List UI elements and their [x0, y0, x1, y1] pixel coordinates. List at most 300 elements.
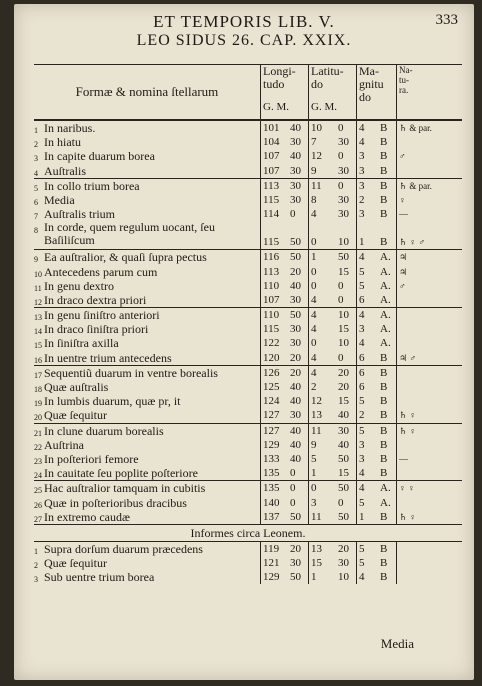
longitude-degrees: 115: [260, 221, 288, 249]
latitude-degrees: 12: [308, 394, 336, 408]
magnitude: 2: [356, 408, 378, 422]
star-number: 12: [34, 297, 42, 307]
latitude-minutes: 20: [338, 542, 349, 555]
latitude-degrees: 0: [308, 221, 336, 249]
longitude-minutes: 40: [290, 424, 301, 437]
nature: [396, 438, 416, 452]
longitude-minutes: 30: [290, 164, 301, 177]
magnitude: 4: [356, 308, 378, 322]
latitude-direction: B: [380, 193, 388, 206]
longitude-minutes: 30: [290, 557, 301, 570]
star-number: 20: [34, 413, 42, 423]
nature: [396, 293, 416, 307]
longitude-degrees: 114: [260, 207, 288, 221]
latitude-minutes: 30: [338, 136, 349, 149]
latitude-direction: B: [380, 164, 388, 177]
nature: ♄ ♀ ♂: [396, 221, 416, 249]
star-name: Antecedens parum cum: [44, 264, 158, 279]
longitude-degrees: 110: [260, 279, 288, 293]
star-name: In poſteriori femore: [44, 451, 139, 466]
longitude-minutes: 30: [290, 136, 301, 149]
latitude-degrees: 11: [308, 424, 336, 438]
latitude-degrees: 4: [308, 308, 336, 322]
latitude-degrees: 13: [308, 408, 336, 422]
star-rows: [34, 120, 462, 524]
table-row: [34, 178, 462, 193]
table-row: [34, 265, 462, 279]
star-number: 11: [34, 283, 42, 293]
magnitude: 3: [356, 438, 378, 452]
longitude-minutes: 50: [290, 251, 301, 264]
latitude-direction: A.: [380, 323, 391, 336]
star-name: Media: [44, 192, 75, 207]
star-number: 3: [34, 154, 38, 164]
star-name: Quæ in poſterioribus dracibus: [44, 495, 187, 510]
header-longitude: [260, 65, 308, 119]
running-title: ET TEMPORIS LIB. V.: [153, 12, 335, 31]
latitude-minutes: 50: [338, 510, 349, 523]
latitude-direction: B: [380, 351, 388, 364]
latitude-degrees: 12: [308, 149, 336, 163]
latitude-direction: B: [380, 452, 388, 465]
star-name: In draco dextra priori: [44, 292, 147, 307]
latitude-degrees: 4: [308, 207, 336, 221]
latitude-minutes: 10: [338, 571, 349, 584]
longitude-degrees: 135: [260, 481, 288, 495]
latitude-minutes: 30: [338, 208, 349, 221]
latitude-degrees: 0: [308, 481, 336, 495]
latitude-direction: B: [380, 557, 388, 570]
star-name: Sub uentre trium borea: [44, 570, 155, 585]
magnitude: 6: [356, 293, 378, 307]
magnitude: 4: [356, 570, 378, 584]
latitude-direction: B: [380, 179, 388, 192]
table-row: [34, 423, 462, 438]
latitude-direction: A.: [380, 309, 391, 322]
latitude-direction: B: [380, 208, 388, 221]
latitude-direction: B: [380, 438, 388, 451]
longitude-minutes: 30: [290, 193, 301, 206]
longitude-degrees: 101: [260, 121, 288, 135]
table-row: [34, 510, 462, 524]
table-row: [34, 135, 462, 149]
latitude-direction: B: [380, 122, 388, 134]
magnitude: 3: [356, 207, 378, 221]
latitude-direction: B: [380, 542, 388, 555]
latitude-minutes: 10: [338, 236, 349, 249]
latitude-minutes: 30: [338, 557, 349, 570]
latitude-minutes: 30: [338, 164, 349, 177]
star-name: In naribus.: [44, 121, 96, 135]
star-name: In corde, quem regulum uocant, ſeu Baſiliſcum: [44, 221, 215, 248]
nature: [396, 336, 416, 350]
star-number: 10: [34, 269, 42, 279]
header-longitude-label: Longi- tudo: [263, 64, 296, 91]
star-name: In clune duarum borealis: [44, 423, 164, 438]
latitude-degrees: 7: [308, 135, 336, 149]
star-name: Quæ auſtralis: [44, 380, 109, 394]
header-name: Formæ & nomina ſtellarum: [75, 84, 219, 99]
latitude-degrees: 4: [308, 351, 336, 365]
longitude-degrees: 113: [260, 179, 288, 193]
table-row: [34, 351, 462, 365]
longitude-degrees: 140: [260, 496, 288, 510]
latitude-minutes: 15: [338, 467, 349, 480]
star-number: 1: [34, 126, 38, 135]
star-number: 2: [34, 140, 38, 150]
latitude-direction: B: [380, 236, 388, 249]
star-number: 17: [34, 370, 42, 380]
star-number: 22: [34, 442, 42, 452]
star-number: 18: [34, 385, 42, 394]
longitude-minutes: 30: [290, 337, 301, 350]
star-name: Hac auſtralior tamquam in cubitis: [44, 481, 206, 496]
star-number: 9: [34, 255, 38, 265]
magnitude: 4: [356, 336, 378, 350]
star-number: 3: [34, 575, 38, 585]
magnitude: 4: [356, 481, 378, 495]
star-name: Supra dorſum duarum præcedens: [44, 541, 203, 556]
latitude-degrees: 9: [308, 164, 336, 178]
nature: [396, 394, 416, 408]
book-page: [14, 4, 474, 680]
latitude-degrees: 0: [308, 279, 336, 293]
star-number: 13: [34, 313, 42, 323]
longitude-degrees: 115: [260, 322, 288, 336]
magnitude: 6: [356, 351, 378, 365]
latitude-direction: B: [380, 424, 388, 437]
latitude-direction: B: [380, 136, 388, 149]
table-row: [34, 120, 462, 135]
star-number: 2: [34, 561, 38, 571]
latitude-minutes: 10: [338, 309, 349, 322]
star-name: In capite duarum borea: [44, 149, 155, 164]
latitude-direction: A.: [380, 482, 391, 495]
magnitude: 3: [356, 164, 378, 178]
star-number: 7: [34, 212, 38, 222]
star-number: 1: [34, 546, 38, 556]
longitude-degrees: 126: [260, 366, 288, 380]
nature: [396, 466, 416, 480]
table-row: [34, 193, 462, 207]
star-number: 27: [34, 514, 42, 524]
latitude-degrees: 4: [308, 366, 336, 380]
table-header: [34, 64, 462, 120]
longitude-degrees: 107: [260, 149, 288, 163]
latitude-direction: B: [380, 467, 388, 480]
longitude-minutes: 30: [290, 323, 301, 336]
nature: [396, 308, 416, 322]
star-number: 15: [34, 341, 42, 351]
latitude-direction: A.: [380, 251, 391, 264]
table-row: [34, 307, 462, 322]
longitude-minutes: 40: [290, 279, 301, 292]
table-row: [34, 466, 462, 480]
latitude-direction: B: [380, 366, 388, 379]
catchword: Media: [380, 636, 414, 651]
latitude-degrees: 4: [308, 322, 336, 336]
table-row: [34, 408, 462, 422]
magnitude: 5: [356, 496, 378, 510]
nature: [396, 556, 416, 570]
longitude-degrees: 116: [260, 250, 288, 264]
table-row: [34, 438, 462, 452]
latitude-degrees: 4: [308, 293, 336, 307]
chapter-heading: LEO SIDUS 26. CAP. XXIX.: [136, 32, 352, 49]
magnitude: 5: [356, 556, 378, 570]
star-name: In extremo caudæ: [44, 509, 130, 524]
magnitude: 1: [356, 510, 378, 524]
latitude-degrees: 13: [308, 542, 336, 556]
longitude-degrees: 120: [260, 351, 288, 365]
longitude-minutes: 30: [290, 293, 301, 306]
latitude-minutes: 0: [338, 351, 344, 364]
star-number: 5: [34, 183, 38, 193]
table-row: [34, 149, 462, 163]
longitude-minutes: 30: [290, 179, 301, 192]
magnitude: 4: [356, 135, 378, 149]
latitude-degrees: 9: [308, 438, 336, 452]
latitude-minutes: 0: [338, 179, 344, 192]
magnitude: 4: [356, 466, 378, 480]
latitude-degrees: 0: [308, 336, 336, 350]
table-row: [34, 279, 462, 293]
latitude-minutes: 40: [338, 438, 349, 451]
latitude-direction: B: [380, 510, 388, 523]
latitude-minutes: 50: [338, 482, 349, 495]
latitude-minutes: 0: [338, 496, 344, 509]
magnitude: 5: [356, 279, 378, 293]
latitude-direction: A.: [380, 496, 391, 509]
latitude-degrees: 0: [308, 265, 336, 279]
latitude-direction: A.: [380, 293, 391, 306]
longitude-degrees: 107: [260, 164, 288, 178]
nature: [396, 164, 416, 178]
table-row: [34, 570, 462, 584]
magnitude: 6: [356, 380, 378, 394]
nature: ♀ ♀: [396, 481, 416, 495]
latitude-minutes: 0: [338, 293, 344, 306]
longitude-minutes: 50: [290, 510, 301, 523]
table-row: [34, 322, 462, 336]
nature: —: [396, 452, 416, 466]
latitude-minutes: 10: [338, 337, 349, 350]
nature: [396, 570, 416, 584]
star-name: In genu dextro: [44, 278, 114, 293]
longitude-minutes: 20: [290, 265, 301, 278]
header-latitude-units: G. M.: [311, 101, 337, 113]
longitude-degrees: 104: [260, 135, 288, 149]
nature: [396, 542, 416, 556]
longitude-minutes: 40: [290, 452, 301, 465]
magnitude: 5: [356, 265, 378, 279]
page-number: 333: [435, 12, 458, 28]
star-number: 25: [34, 486, 42, 496]
latitude-degrees: 5: [308, 452, 336, 466]
longitude-degrees: 113: [260, 265, 288, 279]
header-latitude-label: Latitu- do: [311, 64, 344, 91]
longitude-degrees: 115: [260, 193, 288, 207]
magnitude: 3: [356, 322, 378, 336]
star-name: In lumbis duarum, quæ pr, it: [44, 394, 181, 409]
table-row: [34, 207, 462, 221]
star-name: In ſiniſtra axilla: [44, 336, 119, 351]
longitude-degrees: 129: [260, 570, 288, 584]
star-name: In cauitate ſeu poplite poſteriore: [44, 466, 198, 481]
longitude-degrees: 107: [260, 293, 288, 307]
latitude-direction: B: [380, 571, 388, 584]
latitude-degrees: 1: [308, 250, 336, 264]
latitude-degrees: 2: [308, 380, 336, 394]
latitude-minutes: 15: [338, 395, 349, 408]
longitude-minutes: 30: [290, 409, 301, 422]
table-row: [34, 556, 462, 570]
magnitude: 4: [356, 121, 378, 135]
header-nature: Na- tu- ra.: [396, 65, 416, 119]
latitude-degrees: 10: [308, 121, 336, 135]
star-name: In uentre trium antecedens: [44, 350, 172, 365]
latitude-degrees: 1: [308, 466, 336, 480]
table-row: [34, 380, 462, 394]
magnitude: 3: [356, 179, 378, 193]
latitude-direction: A.: [380, 337, 391, 350]
star-name: Auſtralis: [44, 163, 86, 178]
longitude-minutes: 20: [290, 542, 301, 555]
longitude-degrees: 137: [260, 510, 288, 524]
latitude-degrees: 8: [308, 193, 336, 207]
longitude-degrees: 127: [260, 408, 288, 422]
table-row: [34, 496, 462, 510]
nature: ♀: [396, 193, 416, 207]
star-name: In draco ſiniſtra priori: [44, 322, 149, 337]
longitude-minutes: 40: [290, 150, 301, 163]
longitude-degrees: 119: [260, 542, 288, 556]
latitude-degrees: 15: [308, 556, 336, 570]
longitude-degrees: 121: [260, 556, 288, 570]
star-number: 26: [34, 500, 42, 510]
longitude-degrees: 129: [260, 438, 288, 452]
star-name: Ea auſtralior, & quaſi ſupra pectus: [44, 250, 207, 265]
longitude-minutes: 0: [290, 467, 296, 480]
section-title: Informes circa Leonem.: [34, 524, 462, 542]
star-number: 24: [34, 471, 42, 481]
magnitude: 3: [356, 452, 378, 466]
latitude-direction: A.: [380, 279, 391, 292]
latitude-minutes: 40: [338, 409, 349, 422]
magnitude: 5: [356, 424, 378, 438]
nature: ♄ & par.: [396, 179, 416, 193]
latitude-degrees: 1: [308, 570, 336, 584]
star-name: In hiatu: [44, 135, 81, 150]
star-number: 8: [34, 226, 38, 236]
nature: ♄ ♀: [396, 510, 416, 524]
star-catalog-table: [34, 64, 462, 584]
longitude-degrees: 125: [260, 380, 288, 394]
longitude-degrees: 127: [260, 424, 288, 438]
nature: ♃: [396, 250, 416, 264]
informes-rows: [34, 542, 462, 585]
header-latitude: [308, 65, 356, 119]
longitude-minutes: 40: [290, 381, 301, 393]
star-name: In collo trium borea: [44, 178, 140, 193]
star-name: Auſtrina: [44, 437, 84, 452]
latitude-minutes: 50: [338, 251, 349, 264]
table-row: [34, 480, 462, 495]
nature: ♄ ♀: [396, 424, 416, 438]
star-name: Quæ ſequitur: [44, 556, 107, 571]
latitude-minutes: 20: [338, 366, 349, 379]
latitude-direction: B: [380, 150, 388, 163]
star-name: In genu ſiniſtro anteriori: [44, 308, 160, 323]
longitude-degrees: 122: [260, 336, 288, 350]
longitude-minutes: 50: [290, 571, 301, 584]
nature: ♄ ♀: [396, 408, 416, 422]
longitude-degrees: 135: [260, 466, 288, 480]
star-number: 23: [34, 456, 42, 466]
table-row: [34, 293, 462, 307]
table-row: [34, 394, 462, 408]
nature: ♃ ♂: [396, 351, 416, 365]
star-number: 19: [34, 399, 42, 409]
magnitude: 2: [356, 193, 378, 207]
longitude-minutes: 0: [290, 482, 296, 495]
table-row: [34, 542, 462, 556]
latitude-degrees: 11: [308, 510, 336, 524]
star-number: 6: [34, 197, 38, 207]
magnitude: 5: [356, 394, 378, 408]
magnitude: 4: [356, 250, 378, 264]
magnitude: 6: [356, 366, 378, 380]
longitude-minutes: 40: [290, 438, 301, 451]
table-row: [34, 164, 462, 178]
star-number: 14: [34, 327, 42, 337]
longitude-minutes: 0: [290, 208, 296, 221]
magnitude: 1: [356, 221, 378, 249]
latitude-direction: B: [380, 409, 388, 422]
star-name: Auſtralis trium: [44, 207, 115, 222]
header-magnitude: Ma- gnitu do: [356, 65, 396, 119]
nature: ♃: [396, 265, 416, 279]
longitude-minutes: 40: [290, 395, 301, 408]
magnitude: 3: [356, 149, 378, 163]
star-number: 4: [34, 168, 38, 178]
latitude-minutes: 0: [338, 279, 344, 292]
nature: [396, 380, 416, 394]
table-row: [34, 452, 462, 466]
latitude-direction: B: [380, 381, 388, 393]
longitude-minutes: 20: [290, 351, 301, 364]
latitude-direction: B: [380, 395, 388, 408]
latitude-degrees: 3: [308, 496, 336, 510]
longitude-minutes: 50: [290, 236, 301, 249]
longitude-minutes: 0: [290, 496, 296, 509]
nature: [396, 366, 416, 380]
longitude-degrees: 110: [260, 308, 288, 322]
latitude-minutes: 30: [338, 424, 349, 437]
star-name: Sequentiũ duarum in ventre borealis: [44, 365, 218, 380]
latitude-minutes: 15: [338, 323, 349, 336]
table-row: [34, 221, 462, 249]
nature: ♂: [396, 149, 416, 163]
latitude-minutes: 15: [338, 265, 349, 278]
latitude-direction: A.: [380, 265, 391, 278]
nature: ♂: [396, 279, 416, 293]
nature: —: [396, 207, 416, 221]
latitude-minutes: 0: [338, 122, 344, 134]
longitude-degrees: 124: [260, 394, 288, 408]
header-longitude-units: G. M.: [263, 101, 289, 113]
nature: ♄ & par.: [396, 121, 416, 135]
